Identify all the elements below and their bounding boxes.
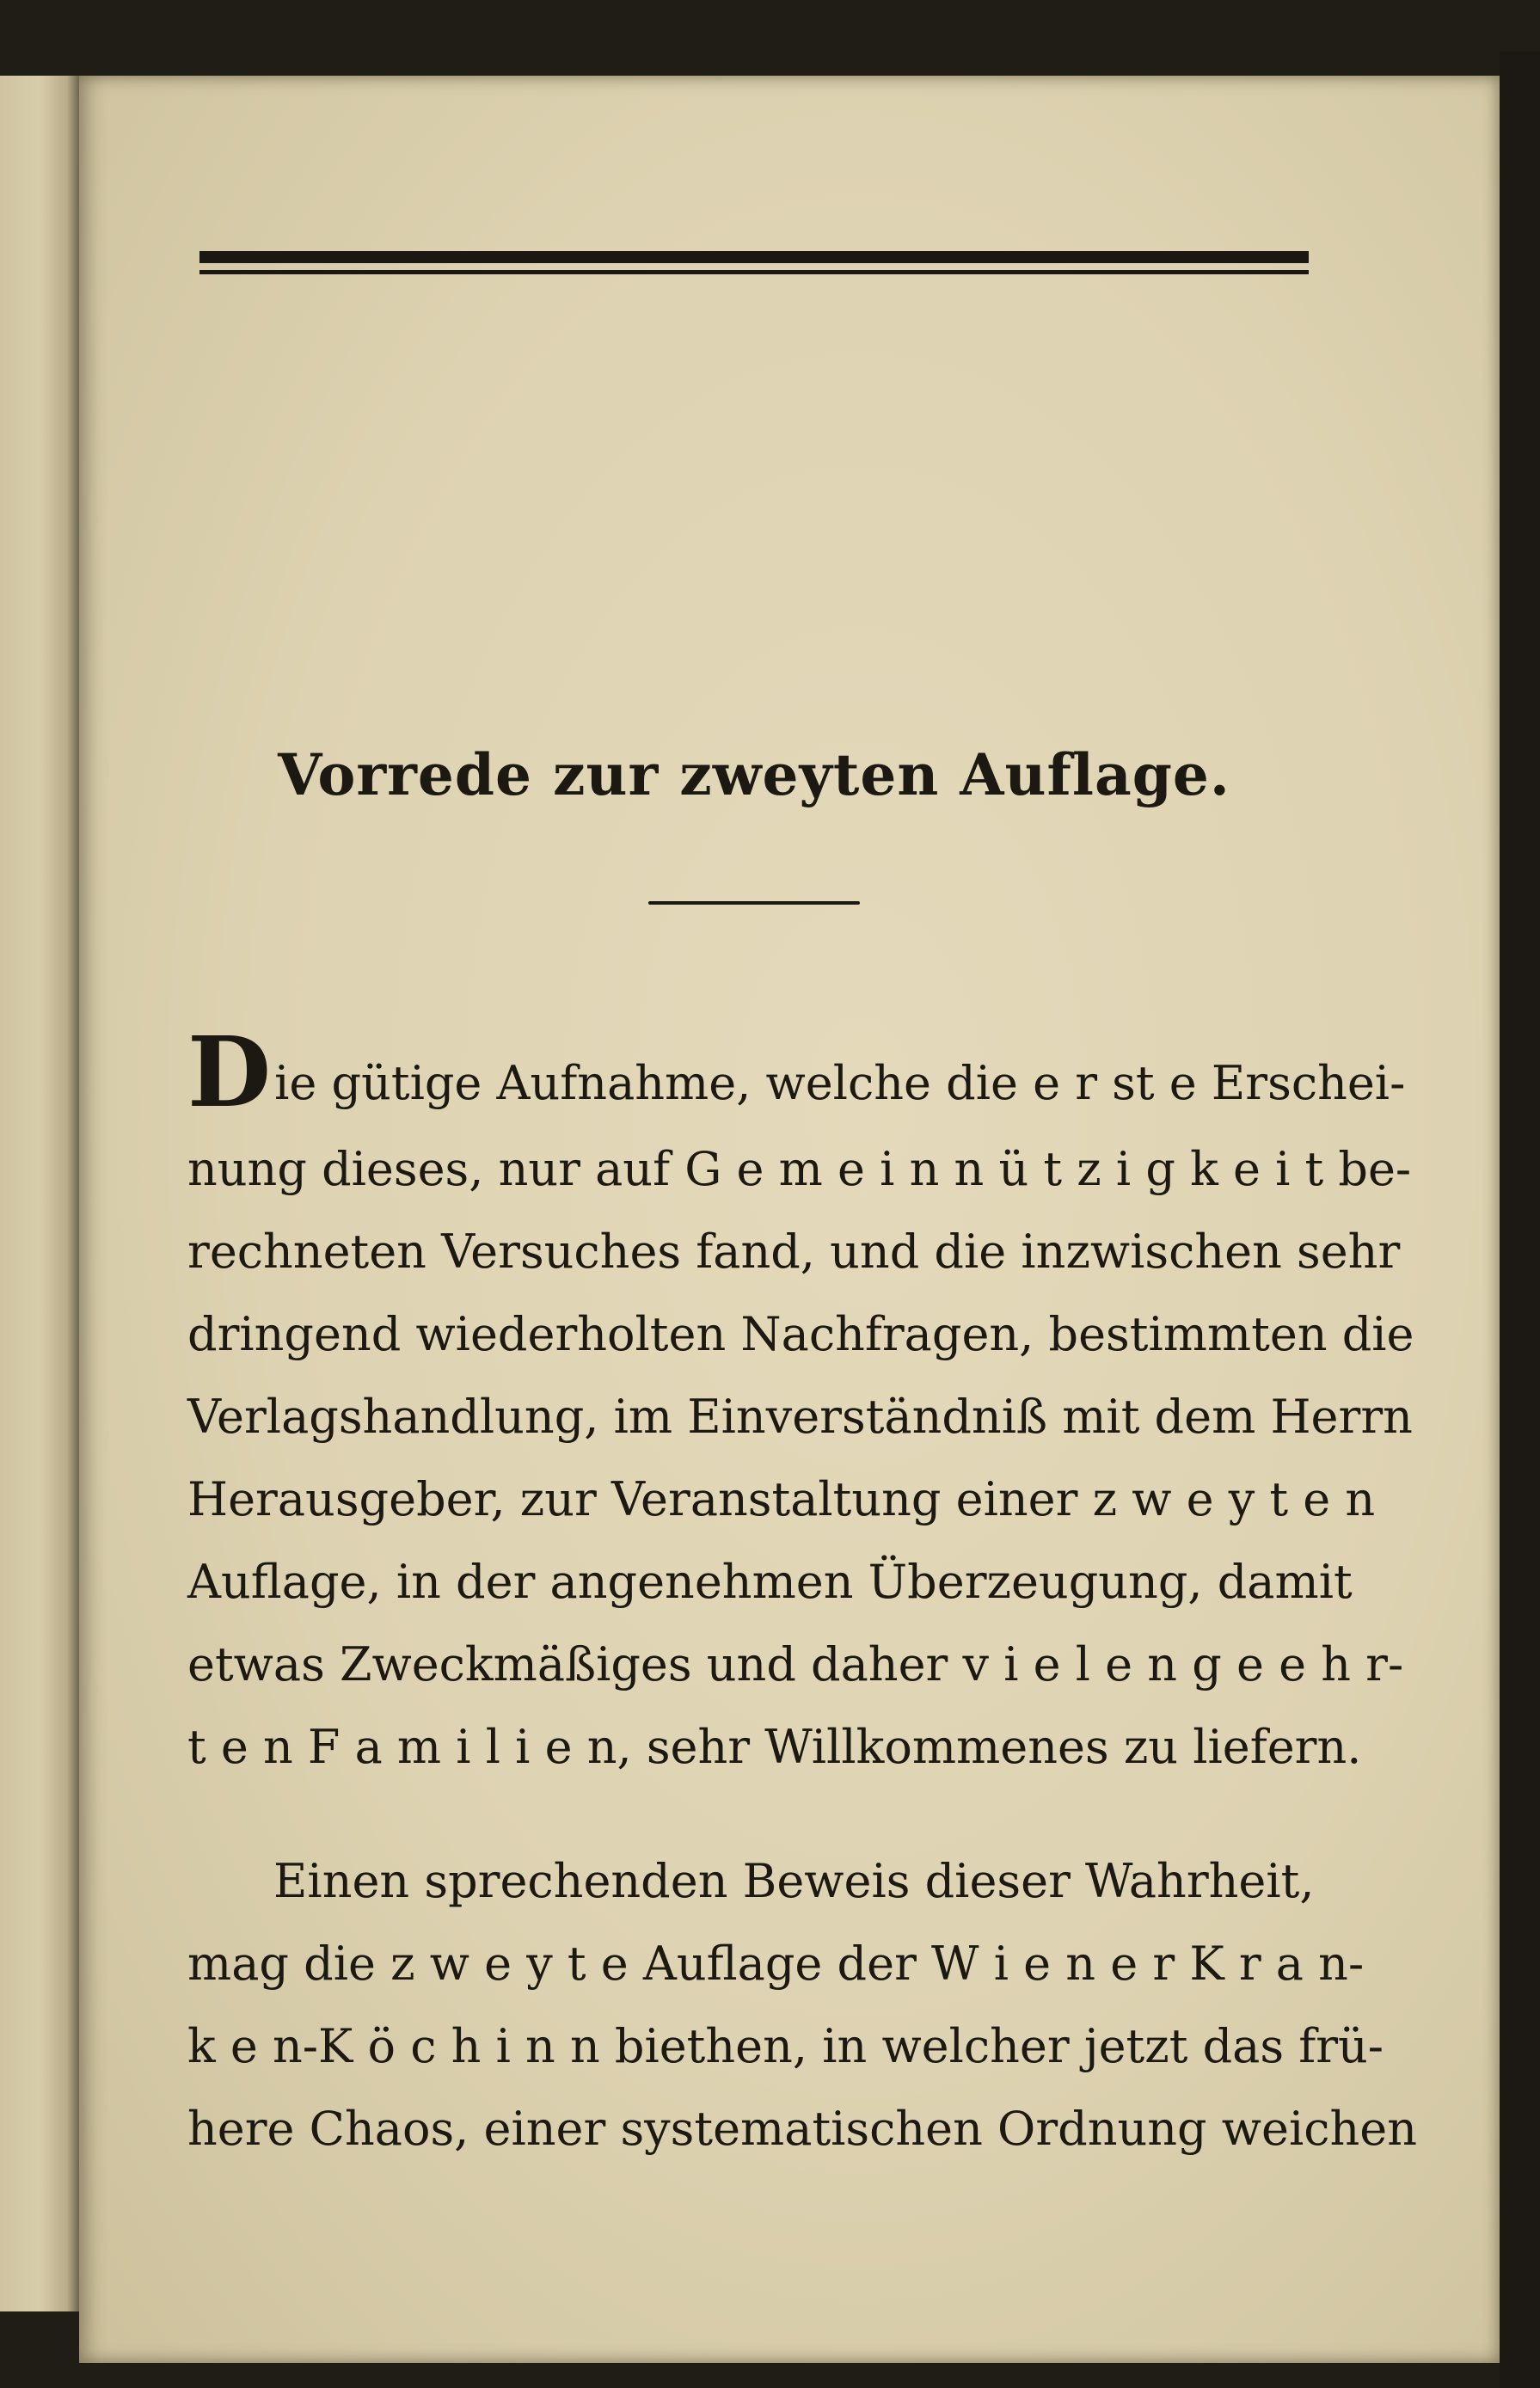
text-line: k e n-K ö c h i n n biethen, in welcher jetzt das frü- [187, 2019, 1384, 2073]
text-line: t e n F a m i l i e n, sehr Willkommenes zu liefern. [187, 1720, 1362, 1774]
header-double-rule [199, 251, 1309, 277]
text-line: Einen sprechenden Beweis dieser Wahrheit, [273, 1854, 1315, 1908]
text-line: Die gütige Aufnahme, welche die e r st e Erschei- [187, 1016, 1406, 1129]
text-line: Verlagshandlung, im Einverständniß mit dem Herrn [187, 1390, 1413, 1444]
text-line: nung dieses, nur auf G e m e i n n ü t z i g k e i t be- [187, 1142, 1412, 1196]
text-line: rechneten Versuches fand, und die inzwischen sehr [187, 1225, 1401, 1279]
text-line: here Chaos, einer systematischen Ordnung weichen [187, 2102, 1417, 2156]
body-text [187, 1016, 1417, 2170]
page-title: Vorrede zur zweyten Auflage. [278, 741, 1230, 808]
text-line: mag die z w e y t e Auflage der W i e n e r K r a n- [187, 1937, 1365, 1991]
text-line: dringend wiederholten Nachfragen, bestimmten die [187, 1307, 1414, 1361]
text-line: etwas Zweckmäßiges und daher v i e l e n g e e h r- [187, 1637, 1404, 1691]
text-line: Herausgeber, zur Veranstaltung einer z w e y t e n [187, 1472, 1376, 1526]
scan-border [1500, 52, 1540, 2388]
text-line: Auflage, in der angenehmen Überzeugung, damit [187, 1555, 1353, 1609]
drop-cap: D [187, 1016, 272, 1129]
facing-page-edge [0, 76, 79, 2311]
title-divider [648, 901, 860, 905]
